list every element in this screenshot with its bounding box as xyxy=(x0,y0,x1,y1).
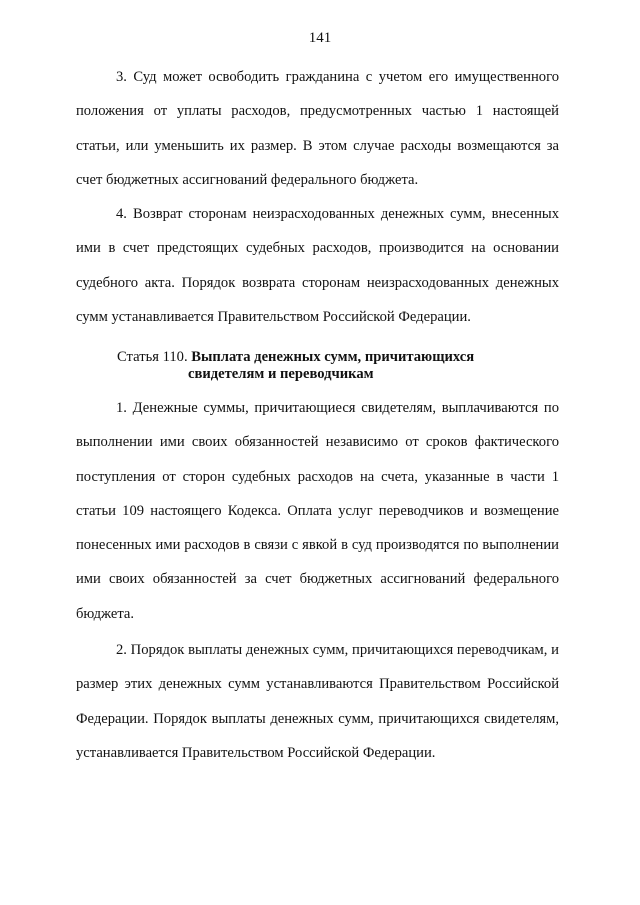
article-heading xyxy=(117,349,557,383)
article-title-line2: свидетелям и переводчикам xyxy=(188,366,374,382)
article-number: Статья 110. xyxy=(117,349,188,365)
paragraph-4: 4. Возврат сторонам неизрасходованных денежных сумм, внесенных ими в счет предстоящих судебных расходов, производится на основании судебного акта. Порядок возврата сторонам неизрасходованных денежных сумм устанавливается Правительством Российской Федерации. xyxy=(76,206,559,326)
article-title-line1: Выплата денежных сумм, причитающихся xyxy=(191,349,475,365)
paragraph-article-1: 1. Денежные суммы, причитающиеся свидетелям, выплачиваются по выполнении ими своих обязанностей независимо от сроков фактического поступления от сторон судебных расходов на счета, указанные в части 1 статьи 109 настоящего Кодекса. Оплата услуг переводчиков и возмещение понесенных ими расходов в связи с явкой в суд производятся по выполнении ими своих обязанностей за счет бюджетных ассигнований федерального бюджета. xyxy=(76,400,559,622)
paragraph-article-2: 2. Порядок выплаты денежных сумм, причитающихся переводчикам, и размер этих денежных сумм устанавливаются Правительством Российской Федерации. Порядок выплаты денежных сумм, причитающихся свидетелям, устанавливается Правительством Российской Федерации. xyxy=(76,642,559,761)
article-heading-line1 xyxy=(117,349,557,366)
top-section xyxy=(76,60,559,334)
paragraph-3: 3. Суд может освободить гражданина с учетом его имущественного положения от уплаты расходов, предусмотренных частью 1 настоящей статьи, или уменьшить их размер. В этом случае расходы возмещаются за счет бюджетных ассигнований федерального бюджета. xyxy=(76,69,559,188)
page-number: 141 xyxy=(308,30,332,46)
bottom-section xyxy=(76,391,559,770)
